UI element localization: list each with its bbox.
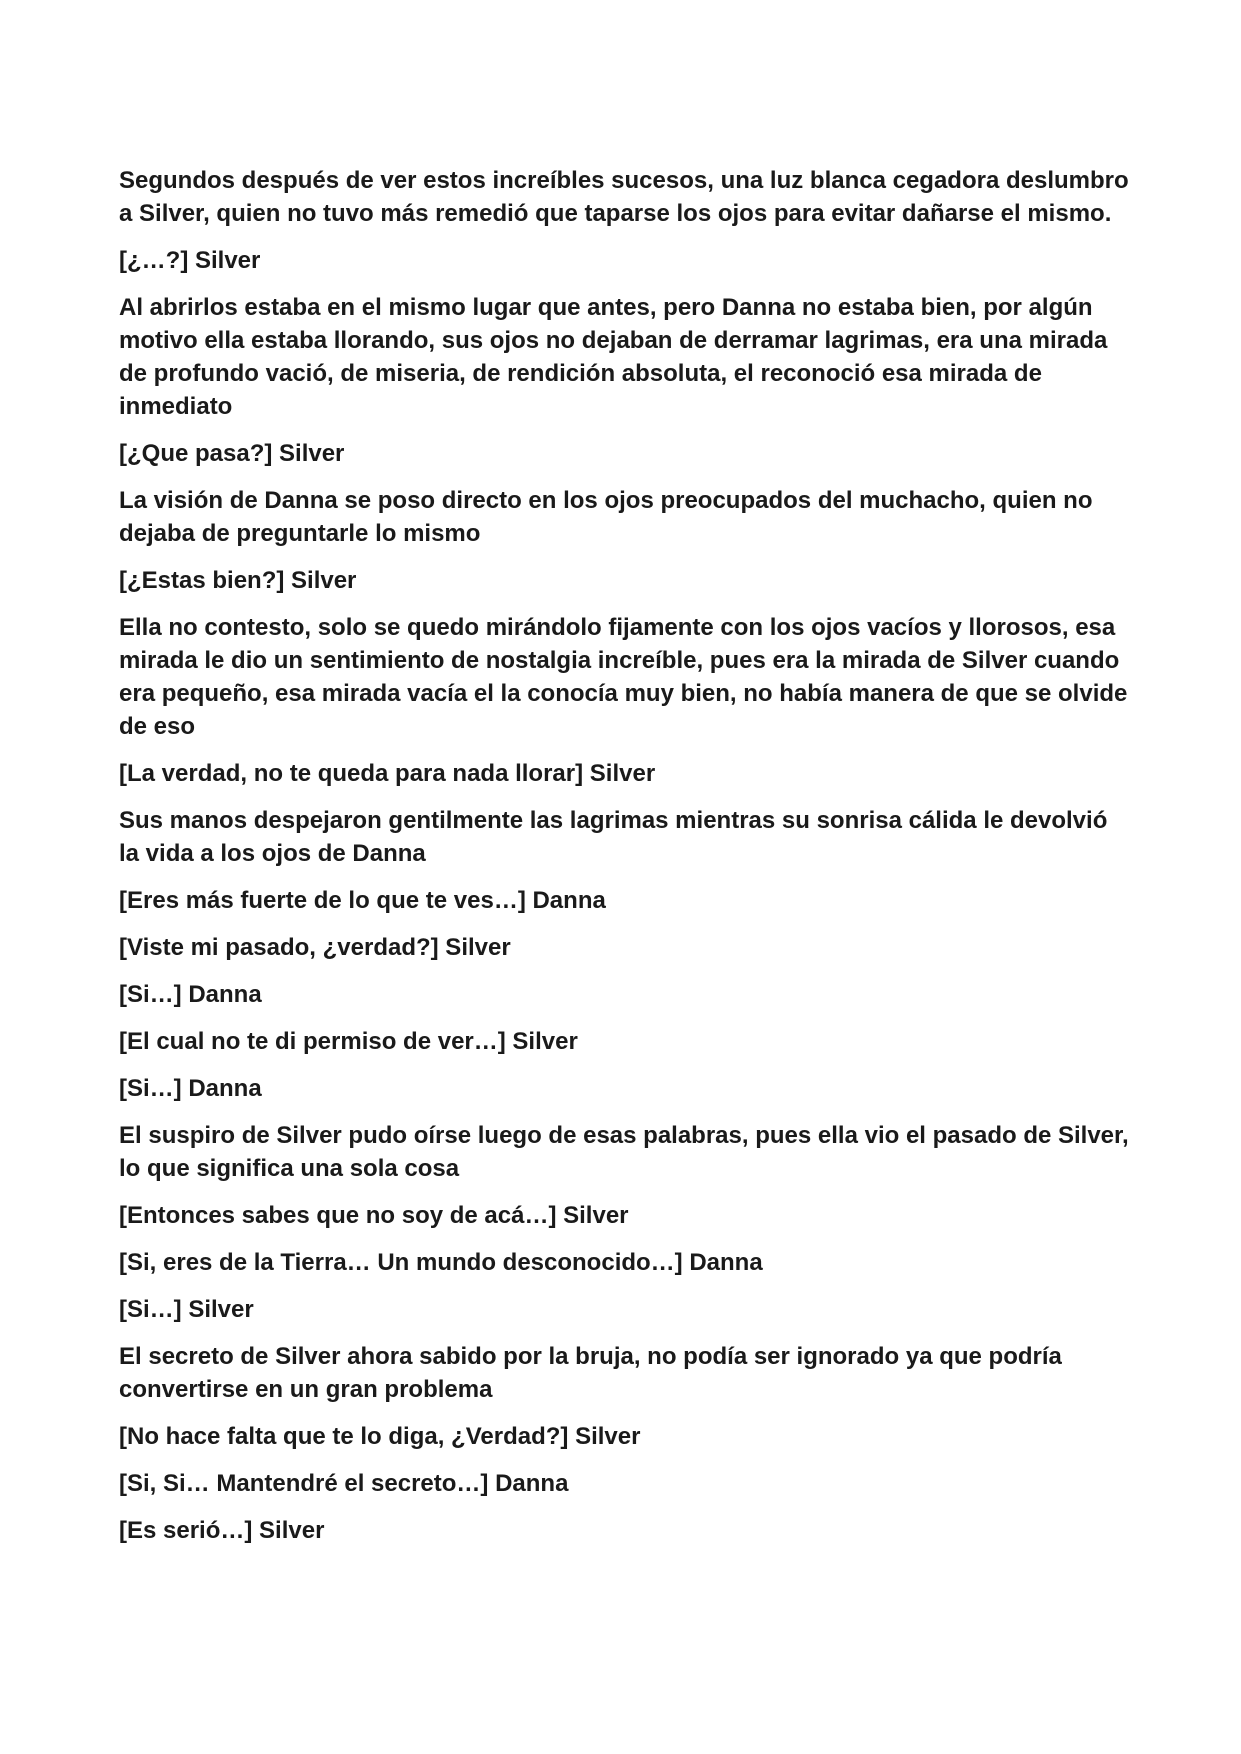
dialogue-line: [La verdad, no te queda para nada llorar] Silver <box>119 760 656 787</box>
dialogue-line: [No hace falta que te lo diga, ¿Verdad?] Silver <box>119 1423 641 1450</box>
dialogue-line: [El cual no te di permiso de ver…] Silver <box>119 1028 578 1055</box>
narration-paragraph: Segundos después de ver estos increíbles sucesos, una luz blanca cegadora deslumbro a Silver, quien no tuvo más remedió que taparse los ojos para evitar dañarse el mismo. <box>119 167 1129 227</box>
dialogue-line: [¿Que pasa?] Silver <box>119 440 345 467</box>
dialogue-line: [Es serió…] Silver <box>119 1517 325 1544</box>
narration-paragraph: La visión de Danna se poso directo en los ojos preocupados del muchacho, quien no dejaba de preguntarle lo mismo <box>119 487 1093 547</box>
dialogue-line: [¿…?] Silver <box>119 247 261 274</box>
document-page <box>119 164 1129 1561</box>
dialogue-line: [Entonces sabes que no soy de acá…] Silver <box>119 1202 629 1229</box>
narration-paragraph: El secreto de Silver ahora sabido por la bruja, no podía ser ignorado ya que podría convertirse en un gran problema <box>119 1343 1062 1403</box>
narration-paragraph: Sus manos despejaron gentilmente las lagrimas mientras su sonrisa cálida le devolvió la vida a los ojos de Danna <box>119 807 1108 867</box>
dialogue-line: [¿Estas bien?] Silver <box>119 567 357 594</box>
narration-paragraph: El suspiro de Silver pudo oírse luego de esas palabras, pues ella vio el pasado de Silver, lo que significa una sola cosa <box>119 1122 1129 1182</box>
dialogue-line: [Si, Si… Mantendré el secreto…] Danna <box>119 1470 569 1497</box>
dialogue-line: [Si…] Danna <box>119 1075 262 1102</box>
dialogue-line: [Si…] Silver <box>119 1296 254 1323</box>
dialogue-line: [Viste mi pasado, ¿verdad?] Silver <box>119 934 511 961</box>
dialogue-line: [Eres más fuerte de lo que te ves…] Danna <box>119 887 606 914</box>
dialogue-line: [Si, eres de la Tierra… Un mundo desconocido…] Danna <box>119 1249 763 1276</box>
narration-paragraph: Al abrirlos estaba en el mismo lugar que antes, pero Danna no estaba bien, por algún motivo ella estaba llorando, sus ojos no dejaban de derramar lagrimas, era una mirada de profundo vació, de miseria, de rendición absoluta, el reconoció esa mirada de inmediato <box>119 294 1108 420</box>
dialogue-line: [Si…] Danna <box>119 981 262 1008</box>
narration-paragraph: Ella no contesto, solo se quedo mirándolo fijamente con los ojos vacíos y llorosos, esa mirada le dio un sentimiento de nostalgia increíble, pues era la mirada de Silver cuando era pequeño, esa mirada vacía el la conocía muy bien, no había manera de que se olvide de eso <box>119 614 1128 740</box>
